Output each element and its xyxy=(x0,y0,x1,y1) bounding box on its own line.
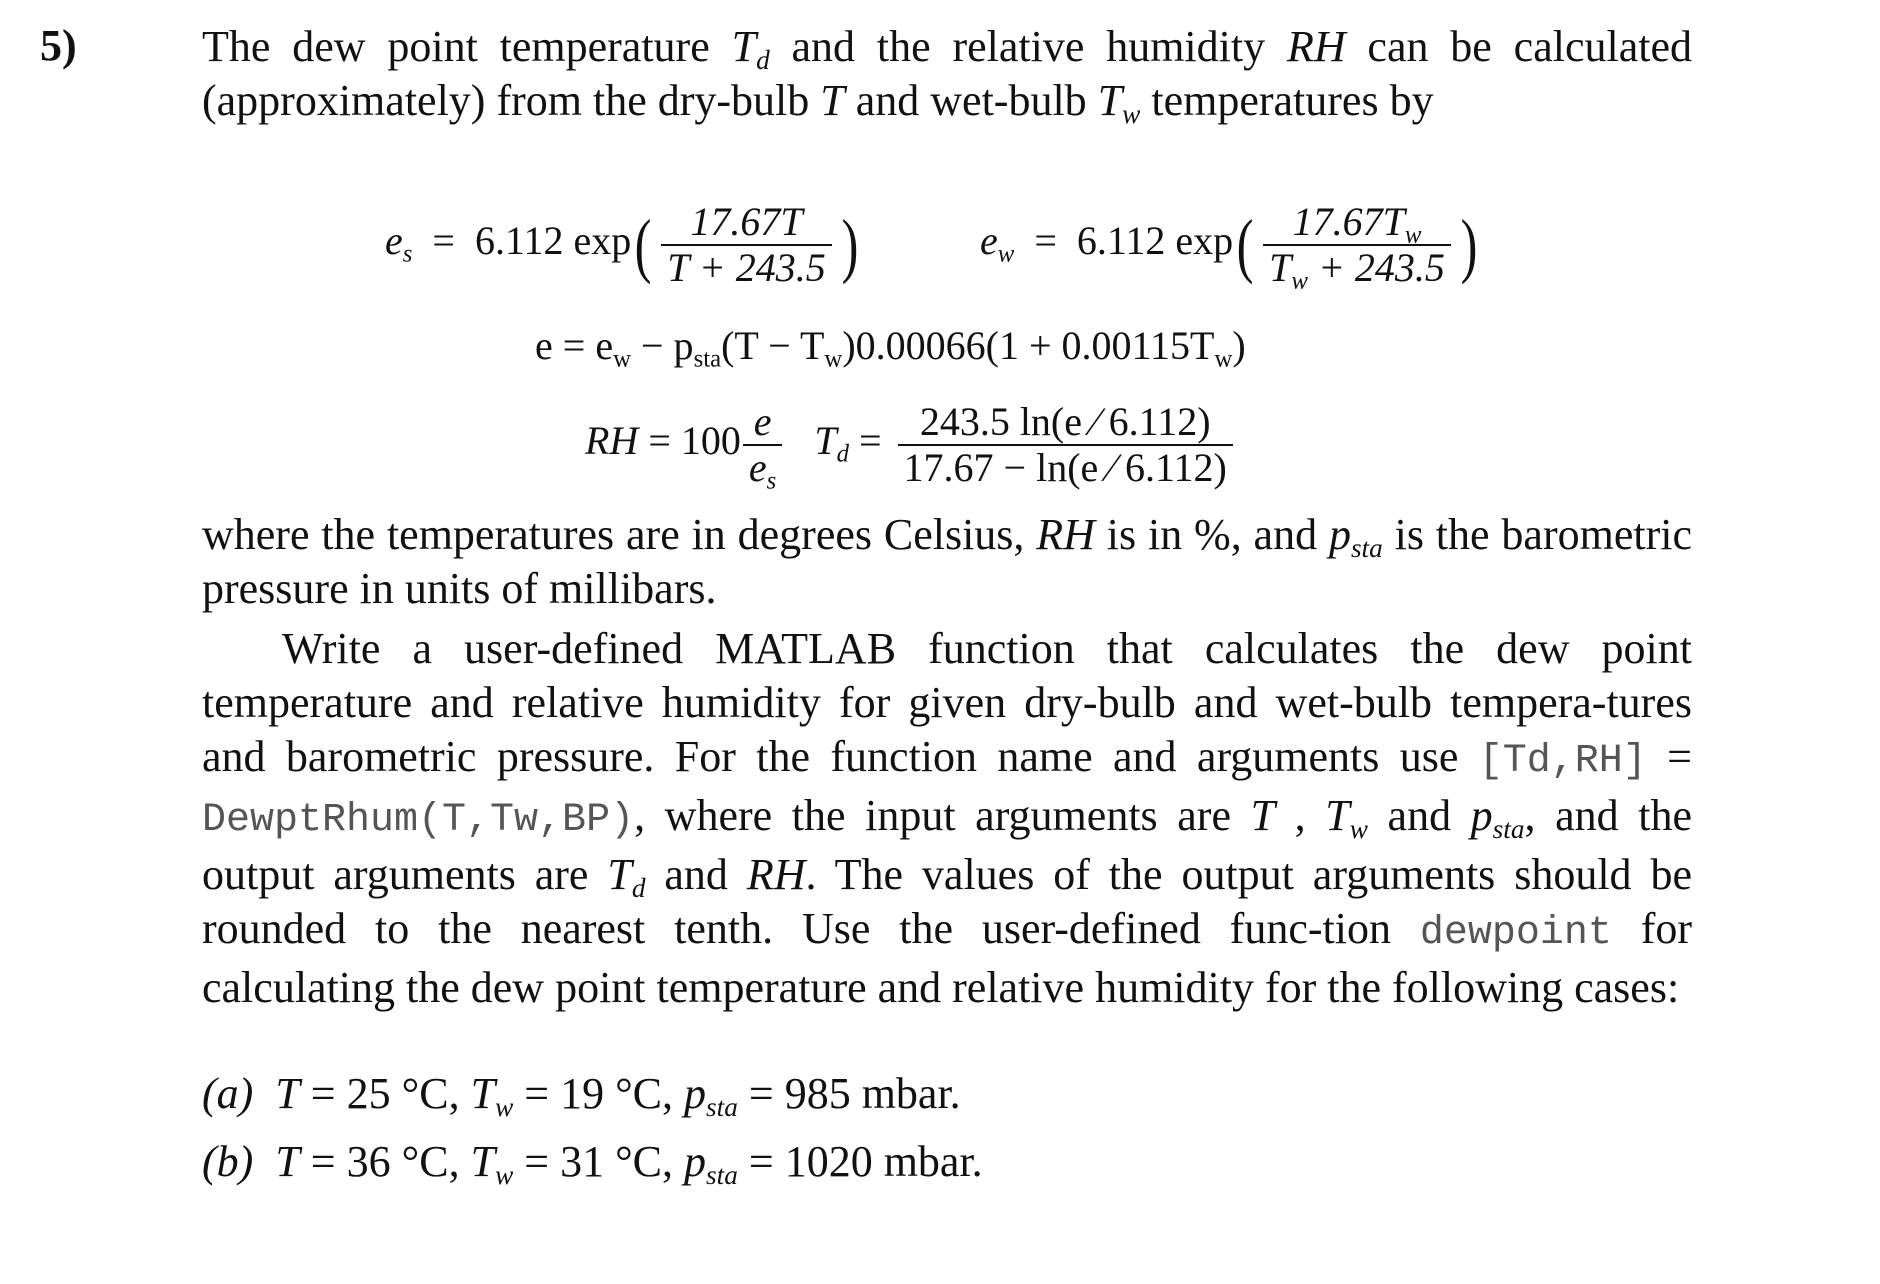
signature-call: DewptRhum(T,Tw,BP) xyxy=(202,798,635,843)
var-T: T xyxy=(820,76,845,125)
problem-number: 5) xyxy=(40,21,77,70)
es-lhs: e xyxy=(385,218,403,264)
equation-rh: RH = 100 $\frac{e}{e_s}$ $T_d$ = $\frac{243.5 \ln(e ⁄ 6.112)}{17.67 - \ln(e ⁄ 6.112)}$ xyxy=(585,400,1239,490)
ew-denominator: $T_w + 243.5$ xyxy=(1269,245,1445,295)
case-a: (a) T = 25 °C, $T_w = 19$ °C, $p_{sta} = 985$ mbar. xyxy=(202,1069,961,1123)
rh-lhs: RH xyxy=(585,418,639,464)
rh-denominator: $e_s$ xyxy=(748,445,777,495)
case-b: (b) T = 36 °C, $T_w = 31$ °C, $p_{sta} = 1020$ mbar. xyxy=(202,1137,983,1191)
var-Td: T xyxy=(731,22,757,71)
signature-outputs: [Td,RH] xyxy=(1478,739,1647,784)
rh-coef: 100 xyxy=(680,418,741,464)
intro-paragraph xyxy=(202,20,1692,128)
equation-e: $e = e_w - p_{sta}(T - T_w)0.00066(1 + 0.00115T_w)$ xyxy=(535,323,1246,373)
td-lhs: T xyxy=(814,418,837,464)
intro-text-5: temperatures by xyxy=(1140,76,1434,125)
td-fraction xyxy=(898,400,1233,490)
es-exp: exp xyxy=(573,218,632,264)
function-name-dewpoint: dewpoint xyxy=(1419,911,1612,956)
intro-text-4: and wet-bulb xyxy=(844,76,1098,125)
equation-ew: $e_w = 6.112$ exp( $\frac{17.67T_w}{T_w + 243.5}$ ) xyxy=(980,199,1478,295)
intro-text-3: can be calculated (approximately) from the dry-bulb xyxy=(202,22,1692,125)
td-numerator: 243.5 ln(e ⁄ 6.112) xyxy=(898,400,1233,446)
ew-lhs-sub: w xyxy=(997,240,1015,268)
es-fraction xyxy=(661,200,832,290)
ew-lhs: e xyxy=(980,218,998,264)
es-equals: = xyxy=(432,218,455,264)
ew-fraction xyxy=(1263,199,1451,295)
es-coef: 6.112 xyxy=(474,218,564,264)
ew-numerator: $17.67T_w$ xyxy=(1263,200,1451,246)
es-denominator: T + 243.5 xyxy=(667,245,826,290)
var-Tw: T xyxy=(1097,76,1123,125)
where-paragraph: where the temperatures are in degrees Celsius, RH is in %, and $p_{sta}$ is the barometric pressure in units of millibars. xyxy=(202,510,1692,613)
var-RH: RH xyxy=(1286,22,1346,71)
var-Td-sub: d xyxy=(756,45,770,76)
equation-es: $e_s = 6.112$ exp( $\frac{17.67T}{T + 243.5}$ ) xyxy=(385,199,859,290)
rh-numerator: e xyxy=(743,400,782,446)
td-denominator: 17.67 − ln(e ⁄ 6.112) xyxy=(903,445,1227,490)
td-lhs-sub: d xyxy=(836,440,849,468)
intro-text-2: and the relative humidity xyxy=(769,22,1287,71)
var-Tw-sub: w xyxy=(1122,99,1141,130)
es-lhs-sub: s xyxy=(402,240,413,268)
ew-coef: 6.112 xyxy=(1076,218,1166,264)
rh-fraction xyxy=(743,399,782,495)
ew-equals: = xyxy=(1034,218,1057,264)
task-paragraph: Write a user-defined MATLAB function that calculates the dew point temperature and relative humidity for given dry-bulb and wet-bulb tempera-tures and barometric pressure. For the function name and arguments use [Td,RH] = DewptRhum(T,Tw,BP), where the input arguments are T , $T_w$ and $p_{sta}$, and the output arguments are $T_d$ and RH. The values of the output arguments should be rounded to the nearest tenth. Use the user-defined func-tion dewpoint for calculating the dew point temperature and relative humidity for the following cases: xyxy=(202,624,1692,1012)
intro-text-1: The dew point temperature xyxy=(202,22,732,71)
es-numerator: 17.67T xyxy=(661,200,832,246)
ew-exp: exp xyxy=(1175,218,1234,264)
